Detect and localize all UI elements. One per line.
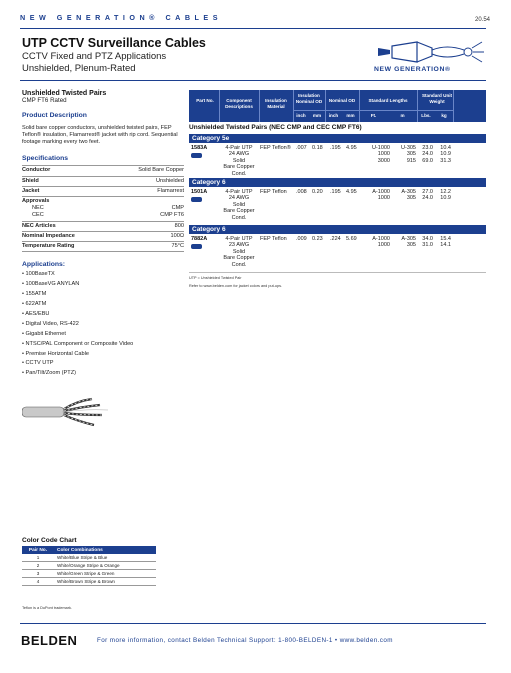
- product-description: Solid bare copper conductors, unshielded twisted pairs, FEP Teflon® insulation, Flamarrest® jacket with rip cord. Sequential footage marking every two feet.: [22, 124, 178, 146]
- logo-caption: NEW GENERATION®: [374, 66, 451, 73]
- ins-od-inch: .007: [296, 145, 307, 151]
- od-inch: .195: [330, 189, 341, 195]
- ins-od-mm: 0.18: [312, 145, 323, 151]
- applications-list: [22, 271, 184, 377]
- table-row: 1 White/Blue Stripe & Blue: [22, 554, 156, 562]
- ins-od-inch: .008: [296, 189, 307, 195]
- component-description: 4-Pair UTP 24 AWG Solid Bare Copper Cond.: [223, 189, 255, 221]
- ins-od-mm: 0.23: [312, 236, 323, 242]
- new-generation-logo: [372, 38, 486, 76]
- divider: [259, 90, 260, 122]
- top-rule: [20, 28, 486, 29]
- part-number: 1583A: [191, 145, 208, 151]
- insulation-material: FEP Teflon: [260, 236, 287, 242]
- table-note-refer: Refer to www.belden.com for jacket colors and put-ups.: [189, 284, 283, 288]
- table-row: 4 White/Brown Stripe & Brown: [22, 578, 156, 586]
- cable-illustration: [22, 395, 112, 434]
- insulation-material: FEP Teflon: [260, 189, 287, 195]
- divider: [453, 90, 454, 122]
- spec-row: Shield Unshielded: [22, 177, 184, 187]
- applications-heading: Applications:: [22, 261, 66, 269]
- weight-kg: 12.2 10.9: [440, 189, 451, 202]
- color-code-table: [22, 546, 156, 586]
- col-component: Component Descriptions: [225, 98, 253, 109]
- ins-od-inch: .009: [296, 236, 307, 242]
- col-std-weight: Standard Unit Weight: [421, 93, 453, 104]
- weight-lbs: 27.0 24.0: [422, 189, 433, 202]
- cable-logo-icon: [372, 38, 486, 66]
- length-ft: A-1000 1000: [372, 189, 390, 202]
- length-m: A-305 305: [401, 189, 416, 202]
- divider: [417, 90, 418, 122]
- table-row: 2 White/Orange Stripe & Orange: [22, 562, 156, 570]
- list-item: • 155ATM: [22, 291, 184, 298]
- od-mm: 5.69: [346, 236, 357, 242]
- color-code-title: Color Code Chart: [22, 537, 77, 544]
- category-bar: Category 6: [189, 178, 486, 187]
- unit-ft: Ft.: [370, 113, 377, 118]
- footer-contact: For more information, contact Belden Technical Support: 1-800-BELDEN-1 • www.belden.com: [97, 637, 393, 644]
- table-row: 3 White/Green Stripe & Green: [22, 570, 156, 578]
- table-header: [189, 90, 486, 122]
- col-ins-nominal: Insulation Nominal OD: [295, 93, 323, 104]
- unit-inch: inch: [328, 113, 339, 118]
- product-description-heading: Product Description: [22, 112, 87, 120]
- col-std-lengths: Standard Lengths: [368, 98, 408, 103]
- approvals-block: Approvals NEC CMP CEC CMP FT6: [22, 197, 184, 222]
- od-inch: .224: [330, 236, 341, 242]
- spec-row: Temperature Rating 75°C: [22, 242, 184, 252]
- divider: [325, 90, 326, 122]
- list-item: • 100BaseVG ANYLAN: [22, 281, 184, 288]
- weight-lbs: 23.0 24.0 69.0: [422, 145, 433, 164]
- category-bar: Category 5e: [189, 134, 486, 143]
- specs-table: [22, 165, 184, 252]
- od-mm: 4.95: [346, 189, 357, 195]
- col-pair-no: Pair No.: [22, 546, 54, 554]
- footer-rule: [20, 623, 486, 624]
- list-item: • 622ATM: [22, 301, 184, 308]
- list-item: • Pan/Tilt/Zoom (PTZ): [22, 370, 184, 377]
- trademark-note: Teflon is a DuPont trademark.: [22, 606, 73, 610]
- subtitle-line-2: Unshielded, Plenum-Rated: [22, 62, 136, 74]
- divider: [293, 90, 294, 122]
- header-rule: [20, 80, 486, 81]
- list-item: • Gigabit Ethernet: [22, 331, 184, 338]
- section-title: Unshielded Twisted Pairs: [22, 90, 107, 97]
- page-number: 20.54: [475, 17, 491, 23]
- spec-row: NEC Articles 800: [22, 222, 184, 232]
- part-number: 1501A: [191, 189, 208, 195]
- table-note-utp: UTP = Unshielded Twisted Pair: [189, 276, 242, 280]
- divider: [293, 110, 453, 111]
- list-item: • NTSC/PAL Component or Composite Video: [22, 341, 184, 348]
- row-separator: [189, 272, 486, 273]
- unit-mm: mm: [346, 113, 355, 118]
- new-badge-icon: [191, 153, 202, 158]
- group-title: Unshielded Twisted Pairs (NEC CMP and CEC CMP FT6): [189, 124, 362, 131]
- spec-row: Jacket Flamarrest: [22, 187, 184, 197]
- component-description: 4-Pair UTP 23 AWG Solid Bare Copper Cond.: [223, 236, 255, 268]
- new-badge-icon: [191, 197, 202, 202]
- unit-inch: inch: [296, 113, 306, 118]
- unit-mm: mm: [312, 113, 322, 118]
- col-part: Part No.: [196, 98, 214, 103]
- length-ft: U-1000 1000 3000: [371, 145, 390, 164]
- spec-row: Conductor Solid Bare Copper: [22, 166, 184, 176]
- series-banner: NEW GENERATION® CABLES: [20, 13, 222, 22]
- category-bar: Category 6: [189, 225, 486, 234]
- weight-lbs: 34.0 31.0: [422, 236, 433, 249]
- length-m: A-305 305: [401, 236, 416, 249]
- col-nominal-od: Nominal OD: [328, 98, 356, 103]
- length-m: U-305 305 915: [401, 145, 416, 164]
- subtitle-line-1: CCTV Fixed and PTZ Applications: [22, 51, 167, 62]
- unit-m: m: [400, 113, 405, 118]
- insulation-material: FEP Teflon®: [260, 145, 291, 151]
- divider: [219, 90, 220, 122]
- new-badge-icon: [191, 244, 202, 249]
- divider: [359, 90, 360, 122]
- col-color-combo: Color Combinations: [54, 546, 156, 554]
- belden-logo: BELDEN: [21, 633, 78, 648]
- length-ft: A-1000 1000: [372, 236, 390, 249]
- list-item: • CCTV UTP: [22, 360, 184, 367]
- col-insulation: Insulation Material: [265, 98, 287, 109]
- unit-kg: kg: [441, 113, 447, 118]
- weight-kg: 10.4 10.9 31.3: [440, 145, 451, 164]
- cable-image-icon: [22, 395, 112, 429]
- list-item: • AES/EBU: [22, 311, 184, 318]
- specifications-heading: Specifications: [22, 155, 69, 163]
- rating: CMP FT6 Rated: [22, 97, 67, 105]
- list-item: • Digital Video, RS-422: [22, 321, 184, 328]
- spec-row: Nominal Impedance 100Ω: [22, 232, 184, 242]
- list-item: • Premise Horizontal Cable: [22, 351, 184, 358]
- od-mm: 4.95: [346, 145, 357, 151]
- ins-od-mm: 0.20: [312, 189, 323, 195]
- part-number: 7882A: [191, 236, 208, 242]
- od-inch: .195: [330, 145, 341, 151]
- unit-lbs: Lbs.: [421, 113, 431, 118]
- list-item: • 100BaseTX: [22, 271, 184, 278]
- page-subtitle: [22, 51, 166, 74]
- page-title: UTP CCTV Surveillance Cables: [22, 36, 206, 50]
- component-description: 4-Pair UTP 24 AWG Solid Bare Copper Cond.: [223, 145, 255, 177]
- left-column: [22, 90, 184, 380]
- weight-kg: 15.4 14.1: [440, 236, 451, 249]
